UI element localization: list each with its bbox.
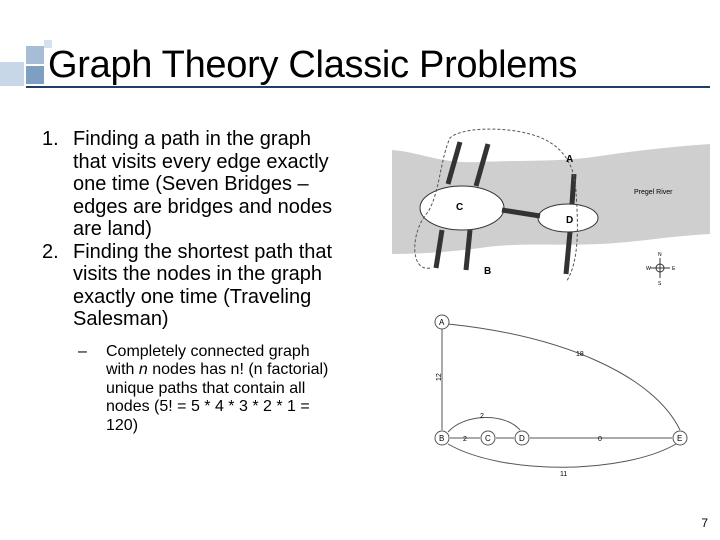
node-label-c: C [485,434,491,443]
item-number: 1. [42,128,59,150]
compass-icon [646,252,676,287]
slide-title: Graph Theory Classic Problems [48,44,578,86]
deco-square-3 [26,66,44,84]
node-label-d: D [519,434,525,443]
node-label-b: B [439,434,445,443]
river-label: Pregel River [634,189,673,196]
sub-text-after: nodes has n! (n factorial) unique paths that contain all nodes (5! = 5 * 4 * 3 * 2 * 1 = 120) [106,361,329,434]
item-text: Finding the shortest path that visits the nodes in the graph exactly one time (Traveling Salesman) [73,240,333,330]
edge-bd-arc [448,417,520,432]
weight-ae: 18 [576,351,584,358]
graph-node-c [481,431,495,445]
compass-s: S [658,281,662,287]
weight-be: 11 [560,471,568,478]
item-number: 2. [42,240,59,263]
sub-text-before: Completely connected graph with [106,342,310,379]
bridge-6 [572,174,574,204]
deco-square-2 [26,46,44,64]
sub-text-italic: n [138,361,148,379]
compass-e: E [672,266,676,272]
map-label-d: D [566,215,574,226]
map-label-b: B [484,266,492,277]
node-label-a: A [439,318,445,327]
compass-w: W [646,266,651,272]
weight-bd-arc: 2 [480,413,484,420]
weight-bc: 2 [463,436,467,443]
edge-be [448,444,676,467]
graph-node-e [673,431,687,445]
item-text: Finding a path in the graph that visits every edge exactly one time (Seven Bridges – edges are bridges and nodes are land) [73,128,333,240]
graph-node-a [435,315,449,329]
graph-node-b [435,431,449,445]
weighted-graph-figure [424,306,714,486]
compass-n: N [658,252,662,258]
page-number: 7 [701,516,708,530]
weight-ab: 12 [436,373,443,381]
deco-square-1 [0,62,24,86]
konigsberg-map-figure [390,122,710,298]
list-item [42,241,342,331]
graph-node-d [515,431,529,445]
sub-bullet [78,343,342,436]
dash-bullet: – [78,342,87,360]
problem-list [42,128,342,435]
node-label-e: E [677,434,683,443]
map-label-a: A [566,154,574,165]
map-label-c: C [456,202,464,213]
weight-de: 0 [598,436,602,443]
list-item [42,128,342,241]
